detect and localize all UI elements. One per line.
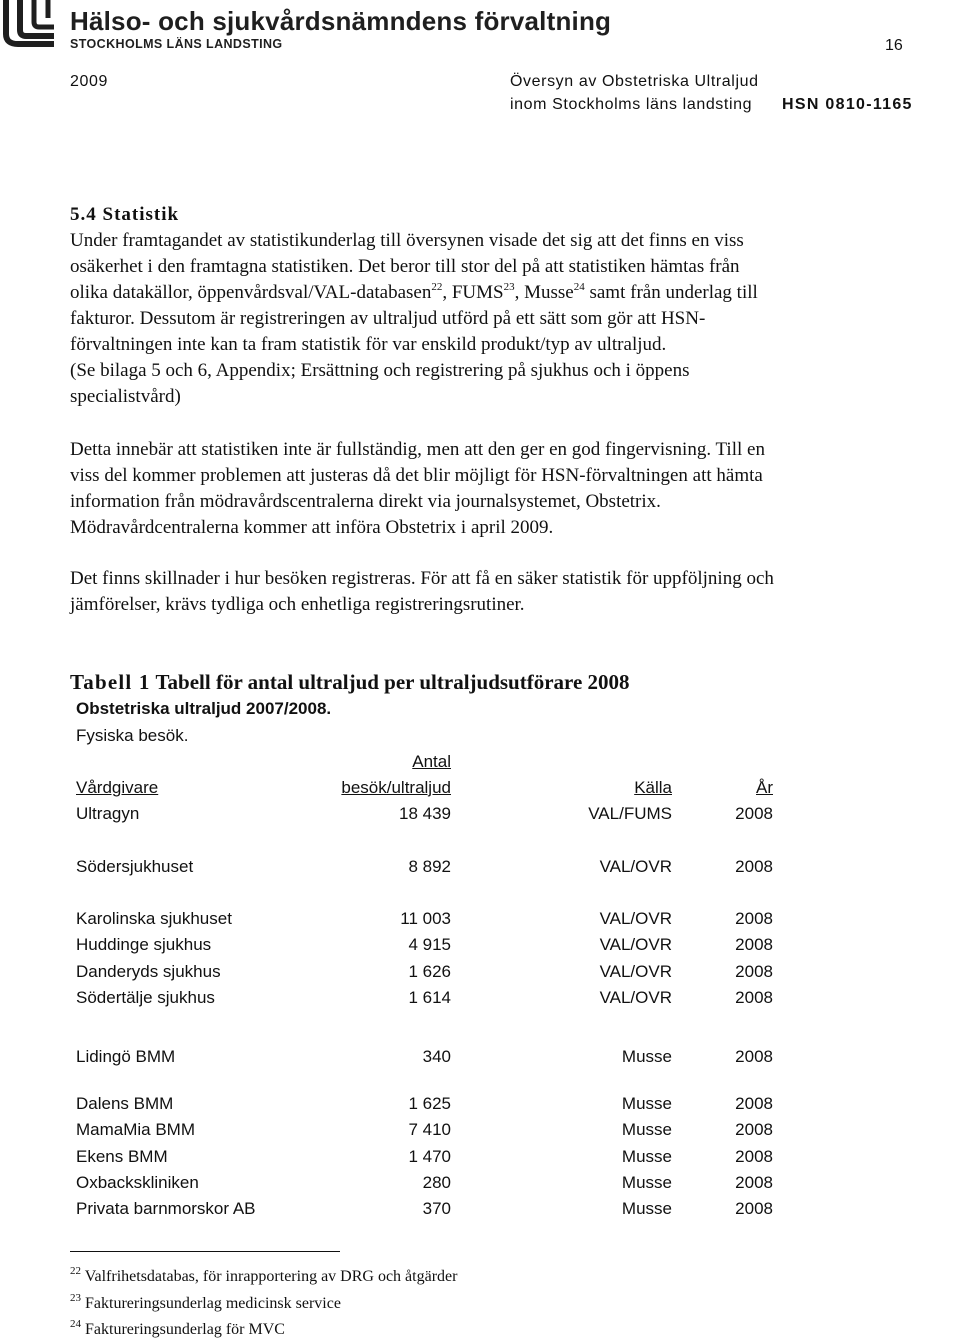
footnote-divider — [70, 1251, 340, 1252]
org-name: Hälso- och sjukvårdsnämndens förvaltning — [70, 6, 612, 36]
cell-year: 2008 — [735, 857, 773, 876]
cell-count: 1 470 — [408, 1147, 451, 1166]
body-text: olika datakällor, öppenvårdsval/VAL-databasen — [70, 282, 432, 303]
cell-count: 280 — [422, 1173, 451, 1192]
body-line-with-footnotes — [70, 282, 758, 304]
cell-source: VAL/FUMS — [588, 804, 672, 823]
body-line: fakturor. Dessutom är registreringen av ultraljud utförd på ett sätt som gör att HSN- — [70, 308, 706, 329]
cell-source: VAL/OVR — [599, 935, 672, 954]
column-header-count-top: Antal — [412, 752, 451, 771]
landsting-logo-icon — [0, 0, 62, 52]
cell-year: 2008 — [735, 1147, 773, 1166]
cell-source: Musse — [621, 1094, 672, 1113]
cell-count: 4 915 — [408, 935, 451, 954]
org-subtitle: STOCKHOLMS LÄNS LANDSTING — [70, 37, 283, 51]
footnote — [70, 1292, 341, 1313]
footnote-number: 22 — [70, 1265, 81, 1277]
footnote-number: 24 — [70, 1318, 81, 1330]
cell-source: Musse — [621, 1047, 672, 1066]
cell-count: 8 892 — [408, 857, 451, 876]
footnote — [70, 1265, 458, 1286]
column-header-count: besök/ultraljud — [341, 778, 451, 797]
cell-source: Musse — [621, 1173, 672, 1192]
cell-year: 2008 — [735, 1094, 773, 1113]
body-text: , Musse — [514, 282, 574, 303]
body-line: specialistvård) — [70, 386, 181, 407]
cell-count: 18 439 — [399, 804, 451, 823]
cell-source: Musse — [621, 1199, 672, 1218]
cell-count: 7 410 — [408, 1120, 451, 1139]
body-line: Detta innebär att statistiken inte är fullständig, men att den ger en god fingervisning. Till en — [70, 439, 765, 460]
cell-provider: Privata barnmorskor AB — [76, 1199, 256, 1218]
table-caption — [70, 670, 630, 695]
cell-provider: Danderyds sjukhus — [76, 962, 221, 981]
footnote-text: Faktureringsunderlag medicinsk service — [81, 1295, 341, 1312]
cell-count: 340 — [422, 1047, 451, 1066]
header-year: 2009 — [70, 73, 108, 90]
body-line: Det finns skillnader i hur besöken registreras. För att få en säker statistik för uppföljning och — [70, 568, 774, 589]
section-title: 5.4 Statistik — [70, 204, 180, 225]
cell-year: 2008 — [735, 909, 773, 928]
body-line: Mödravårdcentralerna kommer att införa Obstetrix i april 2009. — [70, 517, 554, 538]
cell-year: 2008 — [735, 1199, 773, 1218]
footnote-text: Faktureringsunderlag för MVC — [81, 1321, 285, 1338]
header-doc-id: HSN 0810-1165 — [782, 96, 913, 113]
cell-provider: Ekens BMM — [76, 1147, 168, 1166]
footnote-ref: 24 — [573, 281, 585, 293]
body-text: , FUMS — [442, 282, 504, 303]
cell-year: 2008 — [735, 1173, 773, 1192]
header-title-line1: Översyn av Obstetriska Ultraljud — [510, 73, 759, 90]
header-title-line2: inom Stockholms läns landsting — [510, 96, 753, 113]
cell-count: 1 614 — [408, 988, 451, 1007]
body-line: viss del kommer problemen att justeras då det blir möjligt för HSN-förvaltningen att hämta — [70, 465, 763, 486]
cell-count: 1 626 — [408, 962, 451, 981]
cell-count: 1 625 — [408, 1094, 451, 1113]
column-header-source: Källa — [634, 778, 672, 797]
cell-count: 11 003 — [400, 909, 451, 928]
cell-provider: Oxbackskliniken — [76, 1173, 199, 1192]
table-subtitle-2: Fysiska besök. — [76, 726, 189, 745]
cell-year: 2008 — [735, 935, 773, 954]
cell-source: VAL/OVR — [599, 988, 672, 1007]
footnote-ref: 23 — [503, 281, 515, 293]
table-caption-text: Tabell för antal ultraljud per ultraljudsutförare 2008 — [150, 670, 630, 694]
cell-provider: Dalens BMM — [76, 1094, 174, 1113]
table-caption-label: Tabell 1 — [70, 670, 151, 694]
cell-year: 2008 — [735, 1047, 773, 1066]
body-line: information från mödravårdscentralerna direkt via journalsystemet, Obstetrix. — [70, 491, 661, 512]
cell-count: 370 — [422, 1199, 451, 1218]
cell-year: 2008 — [735, 1120, 773, 1139]
cell-provider: Södersjukhuset — [76, 857, 194, 876]
cell-provider: Ultragyn — [76, 804, 140, 823]
footnote-text: Valfrihetsdatabas, för inrapportering av DRG och åtgärder — [81, 1268, 458, 1285]
cell-year: 2008 — [735, 988, 773, 1007]
body-line: osäkerhet i den framtagna statistiken. Det beror till stor del på att statistiken hämtas från — [70, 256, 740, 277]
cell-year: 2008 — [735, 962, 773, 981]
cell-source: VAL/OVR — [599, 857, 672, 876]
body-line: Under framtagandet av statistikunderlag till översynen visade det sig att det finns en viss — [70, 230, 744, 251]
cell-provider: Södertälje sjukhus — [76, 988, 215, 1007]
cell-source: VAL/OVR — [599, 962, 672, 981]
column-header-provider: Vårdgivare — [76, 778, 159, 797]
cell-source: VAL/OVR — [599, 909, 672, 928]
footnote-ref: 22 — [431, 281, 443, 293]
page-number: 16 — [885, 37, 903, 54]
cell-source: Musse — [621, 1147, 672, 1166]
body-line: (Se bilaga 5 och 6, Appendix; Ersättning och registrering på sjukhus och i öppens — [70, 360, 690, 381]
cell-provider: Lidingö BMM — [76, 1047, 176, 1066]
cell-provider: Karolinska sjukhuset — [76, 909, 232, 928]
cell-year: 2008 — [735, 804, 773, 823]
cell-provider: MamaMia BMM — [76, 1120, 196, 1139]
column-header-year: År — [756, 778, 773, 797]
footnote — [70, 1318, 285, 1339]
cell-source: Musse — [621, 1120, 672, 1139]
body-text: samt från underlag till — [584, 282, 758, 303]
footnote-number: 23 — [70, 1292, 81, 1304]
body-line: jämförelser, krävs tydliga och enhetliga registreringsrutiner. — [70, 594, 525, 615]
cell-provider: Huddinge sjukhus — [76, 935, 212, 954]
table-subtitle: Obstetriska ultraljud 2007/2008. — [76, 699, 332, 718]
body-line: förvaltningen inte kan ta fram statistik för var enskild produkt/typ av ultraljud. — [70, 334, 667, 355]
